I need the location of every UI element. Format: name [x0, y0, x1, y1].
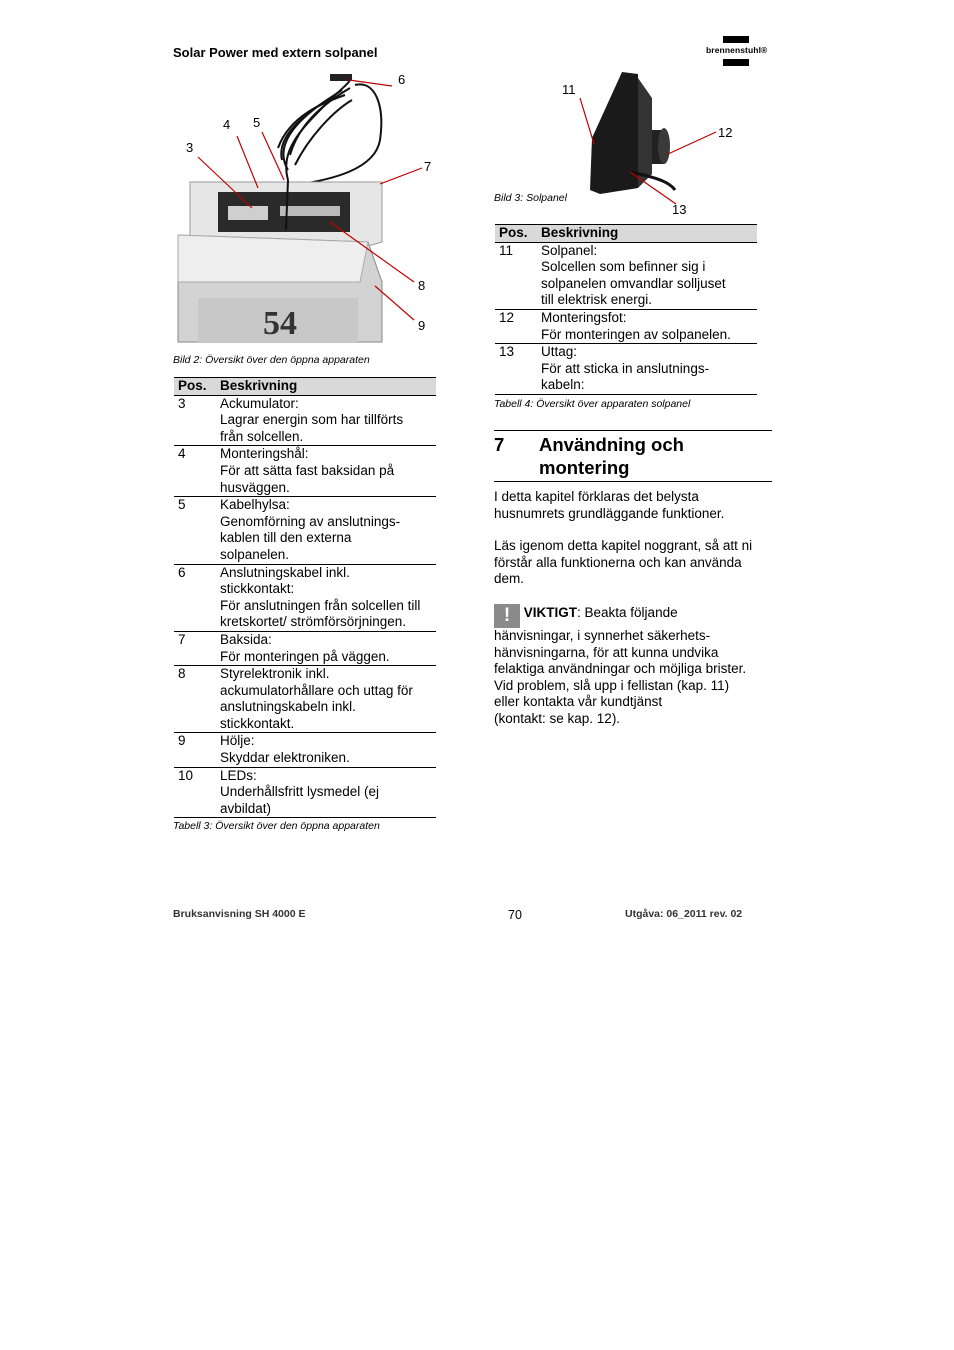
callout-12: 12: [718, 125, 733, 140]
table-row: [174, 395, 436, 446]
description-line: Baksida:: [220, 631, 272, 647]
description-line: Lagrar energin som har tillförts: [220, 412, 404, 428]
warning-first-line: [494, 604, 776, 628]
pos-cell: 7: [174, 631, 216, 665]
table-row: [495, 344, 757, 395]
pos-cell: 4: [174, 446, 216, 497]
description-line: Monteringsfot:: [541, 309, 627, 325]
description-line: solpanelen.: [220, 546, 290, 562]
text-line: eller kontakta vår kundtjänst: [494, 694, 663, 710]
pos-cell: 11: [495, 242, 537, 309]
figure3-caption: Bild 3: Solpanel: [494, 192, 567, 204]
callout-7: 7: [424, 159, 432, 174]
description-line: från solcellen.: [220, 428, 304, 444]
figure2-caption: Bild 2: Översikt över den öppna apparaten: [173, 354, 370, 366]
description-line: För monteringen på väggen.: [220, 648, 390, 664]
description-line: För monteringen av solpanelen.: [541, 326, 731, 342]
description-line: Styrelektronik inkl.: [220, 666, 330, 682]
footer-manual-name: Bruksanvisning SH 4000 E: [173, 908, 306, 920]
pos-cell: 6: [174, 564, 216, 631]
description-line: LEDs:: [220, 767, 257, 783]
description-cell: [537, 242, 757, 309]
table-row: [495, 309, 757, 343]
description-cell: [216, 446, 436, 497]
exclamation-warning-icon: !: [494, 604, 520, 628]
table-row: [174, 564, 436, 631]
callout-5: 5: [253, 115, 261, 130]
description-cell: [216, 631, 436, 665]
table-row: [174, 733, 436, 767]
callout-13: 13: [672, 202, 687, 217]
description-line: kretskortet/ strömförsörjningen.: [220, 614, 407, 630]
callout-11: 11: [562, 82, 576, 97]
warning-intro-text: : Beakta följande: [577, 605, 678, 620]
description-line: husväggen.: [220, 479, 290, 495]
description-line: kabeln:: [541, 377, 585, 393]
section-title-line1: Användning och: [539, 434, 684, 455]
table-row: [174, 497, 436, 564]
footer-edition: Utgåva: 06_2011 rev. 02: [625, 908, 743, 920]
callout-8: 8: [418, 278, 426, 293]
table4-caption: Tabell 4: Översikt över apparaten solpanel: [494, 398, 691, 410]
description-line: Monteringshål:: [220, 446, 309, 462]
figure-open-device: [170, 60, 440, 350]
description-cell: [216, 564, 436, 631]
description-cell: [216, 497, 436, 564]
table-row: [495, 242, 757, 309]
description-cell: [216, 733, 436, 767]
page-number: 70: [508, 908, 522, 922]
table-open-device-parts: [174, 377, 436, 818]
description-cell: [537, 344, 757, 395]
text-line: dem.: [494, 571, 525, 587]
description-line: Solpanel:: [541, 242, 598, 258]
description-cell: [216, 767, 436, 818]
text-line: Läs igenom detta kapitel noggrant, så att ni: [494, 538, 753, 553]
table3-caption: Tabell 3: Översikt över den öppna apparaten: [173, 820, 380, 832]
text-line: hänvisningarna, för att kunna undvika: [494, 644, 719, 660]
callout-9: 9: [418, 318, 426, 333]
warning-label: VIKTIGT: [523, 605, 578, 620]
description-line: anslutningskabeln inkl.: [220, 699, 356, 715]
warning-block: [494, 604, 776, 728]
description-line: För anslutningen från solcellen till: [220, 597, 421, 613]
description-line: Solcellen som befinner sig i: [541, 259, 706, 275]
pos-cell: 12: [495, 309, 537, 343]
text-line: Vid problem, slå upp i fellistan (kap. 11): [494, 677, 730, 693]
description-cell: [216, 395, 436, 446]
description-line: Skyddar elektroniken.: [220, 750, 350, 766]
pos-cell: 8: [174, 666, 216, 733]
description-line: avbildat): [220, 800, 272, 816]
description-line: Anslutningskabel inkl.: [220, 564, 350, 580]
description-line: stickkontakt.: [220, 715, 295, 731]
logo-bar-top: [723, 36, 749, 43]
read-carefully-paragraph: [494, 538, 776, 588]
text-line: I detta kapitel förklaras det belysta: [494, 489, 699, 504]
description-line: Uttag:: [541, 344, 578, 360]
document-header-title: Solar Power med extern solpanel: [173, 45, 378, 60]
description-cell: [216, 666, 436, 733]
description-line: stickkontakt:: [220, 581, 295, 597]
pos-cell: 3: [174, 395, 216, 446]
description-line: För att sticka in anslutnings-: [541, 360, 710, 376]
table-row: [174, 666, 436, 733]
table-row: [174, 767, 436, 818]
table-solar-panel-parts: [495, 224, 757, 395]
col-header-description: Beskrivning: [216, 378, 436, 396]
description-line: Genomförning av anslutnings-: [220, 513, 401, 529]
brennenstuhl-logo: [706, 36, 776, 68]
description-line: Hölje:: [220, 733, 255, 749]
callout-6: 6: [398, 72, 406, 87]
description-line: Underhållsfritt lysmedel (ej: [220, 784, 380, 800]
house-number-text: 54: [263, 305, 297, 342]
description-line: solpanelen omvandlar solljuset: [541, 275, 726, 291]
table-row: [174, 446, 436, 497]
description-line: ackumulatorhållare och uttag för: [220, 682, 413, 698]
text-line: felaktiga användningar och möjliga brister.: [494, 661, 747, 677]
section-heading: [494, 430, 772, 482]
logo-text: brennenstuhl®: [706, 45, 768, 55]
description-line: För att sätta fast baksidan på: [220, 462, 395, 478]
col-header-pos: Pos.: [174, 378, 216, 396]
plug-shape: [330, 74, 352, 81]
intro-paragraph: [494, 489, 776, 522]
callout-3: 3: [186, 140, 194, 155]
description-cell: [537, 309, 757, 343]
table-row: [174, 631, 436, 665]
section-number: 7: [494, 434, 505, 455]
pos-cell: 9: [174, 733, 216, 767]
text-line: husnumrets grundläggande funktioner.: [494, 505, 725, 521]
text-line: förstår alla funktionerna och kan använda: [494, 554, 742, 570]
pos-cell: 13: [495, 344, 537, 395]
description-line: Ackumulator:: [220, 395, 299, 411]
description-line: Kabelhylsa:: [220, 497, 290, 513]
callout-4: 4: [223, 117, 231, 132]
description-line: till elektrisk energi.: [541, 292, 653, 308]
logo-bar-bottom: [723, 59, 749, 66]
text-line: (kontakt: se kap. 12).: [494, 710, 621, 726]
figure-solar-panel: [560, 68, 740, 208]
pos-cell: 5: [174, 497, 216, 564]
col-header-description: Beskrivning: [537, 225, 757, 243]
pos-cell: 10: [174, 767, 216, 818]
section-title-line2: montering: [539, 457, 630, 478]
col-header-pos: Pos.: [495, 225, 537, 243]
description-line: kablen till den externa: [220, 530, 352, 546]
text-line: hänvisningar, i synnerhet säkerhets-: [494, 628, 711, 643]
